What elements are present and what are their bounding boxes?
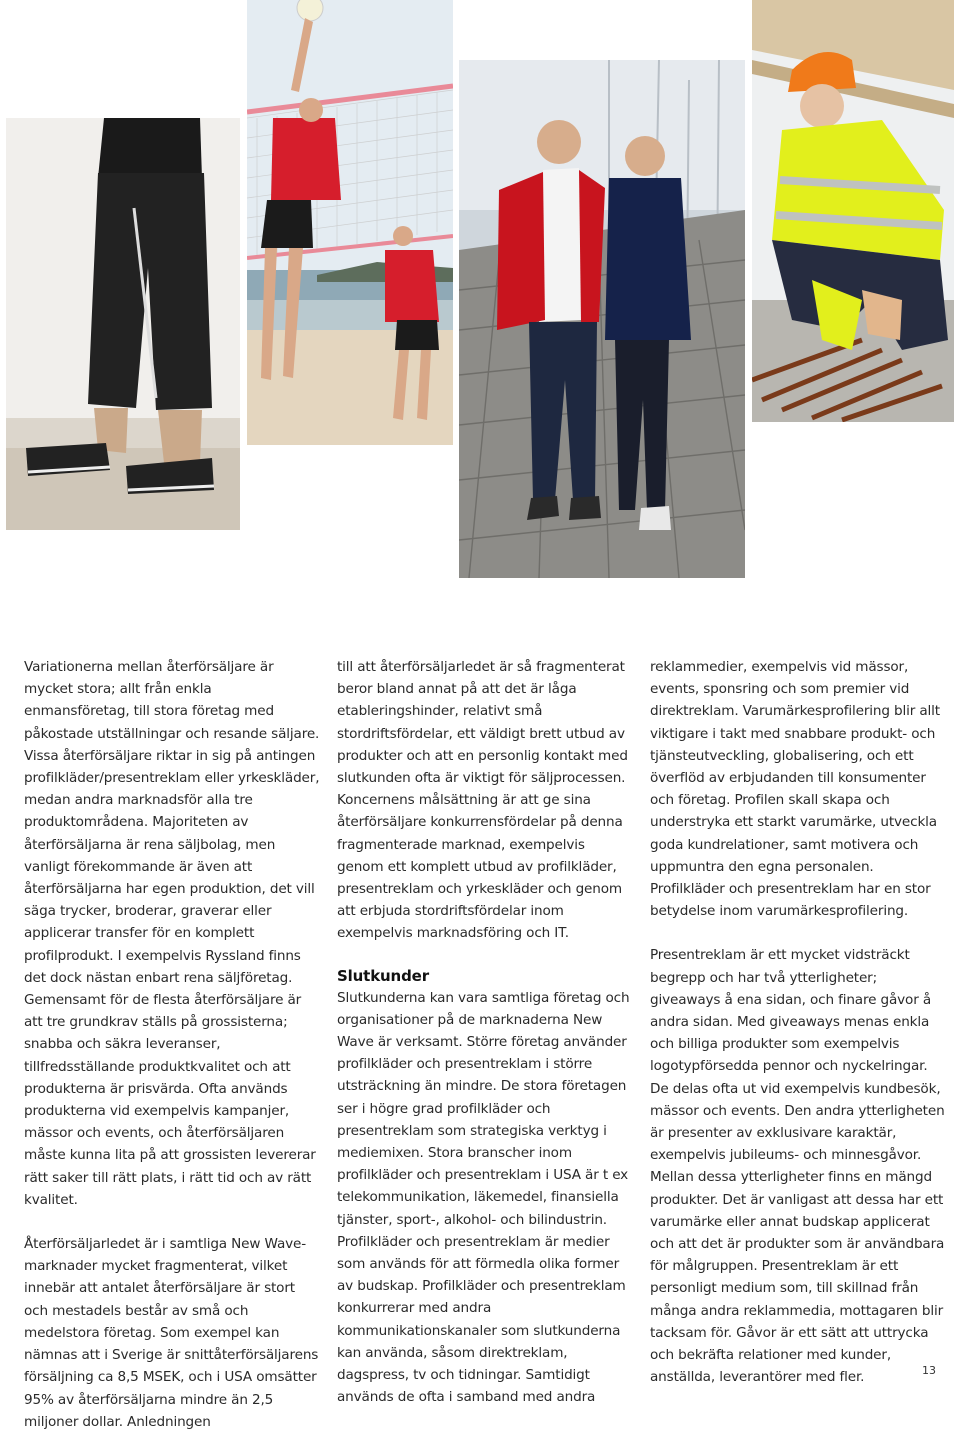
paragraph: reklammedier, exempelvis vid mässor, events, sponsring och som premier vid direktreklam. Varumärkesprofilering blir allt viktigare i takt med snabbare produkt- och tjänsteutveckling, globalisering, och ett överflöd av erbjudanden till konsumenter och företag. Profilen skall skapa och understryka ett starkt varumärke, utveckla goda kundrelationer, samt motivera och uppmuntra den egna personalen. Profilkläder och presentreklam har en stor betydelse inom varumärkesprofilering.	[650, 659, 940, 920]
trousers-photo	[6, 118, 240, 530]
paragraph: till att återförsäljarledet är så fragmenterat beror bland annat på att det är låga etableringshinder, relativt små stordriftsfördelar, ett väldigt brett utbud av produkter och att en personlig kontakt med slutkunden ofta är viktigt för säljprocessen. Koncernens målsättning är att ge sina återförsäljare konkurrensfördelar på denna fragmenterade marknad, exempelvis genom ett komplett utbud av profilkläder, presentreklam och yrkeskläder och genom att erbjuda stordriftsfördelar inom exempelvis marknadsföring och IT.	[337, 659, 628, 942]
beach-volleyball-photo	[247, 0, 453, 445]
page-number: 13	[922, 1364, 936, 1377]
construction-worker-photo	[752, 0, 954, 422]
paragraph: Slutkunderna kan vara samtliga företag och organisationer på de marknaderna New Wave är verksamt. Större företag använder profilkläder och presentreklam i större utsträckning än mindre. De stora företagen ser i högre grad profilkläder och presentreklam som strategiska verktyg i mediemixen. Stora branscher inom profilkläder och presentreklam i USA är t ex telekommunikation, läkemedel, finansiella tjänster, sport-, alkohol- och bilindustrin. Profilkläder och presentreklam är medier som används för att förmedla olika former av budskap. Profilkläder och presentreklam konkurrerar med andra kommunikationskanaler som slutkunderna kan använda, såsom direktreklam, dagspress, tv och tidningar. Samtidigt används de ofta i samband med andra	[337, 989, 630, 1406]
paragraph: Variationerna mellan återförsäljare är mycket stora; allt från enkla enmansföretag, till stora företag med påkostade utställningar och resande säljare. Vissa återförsäljare riktar in sig på antingen profilkläder/presentreklam eller yrkeskläder, medan andra marknadsför alla tre produktområdena. Majoriteten av återförsäljarna är rena säljbolag, men vanligt förekommande är även att återförsäljarna har egen produktion, det vill säga trycker, broderar, graverar eller applicerar transfer för en komplett profilprodukt. I exempelvis Ryssland finns det dock nästan enbart rena säljföretag. Gemensamt för de flesta återförsäljare är att tre grundkrav ställs på grossisterna; snabba och säkra leveranser, tillfredsställande produktkvalitet och att produkterna är prisvärda. Ofta används produkterna vid exempelvis kampanjer, mässor och events, och återförsäljaren måste kunna lita på att grossisten levererar rätt saker till rätt plats, i rätt tid och av rätt kvalitet.	[24, 659, 320, 1208]
section-heading: Slutkunder	[337, 966, 429, 985]
text-column-right	[650, 656, 946, 1389]
text-column-left	[24, 656, 320, 1433]
couple-walking-pier-photo	[459, 60, 745, 578]
paragraph: Presentreklam är ett mycket vidsträckt begrepp och har två ytterligheter; giveaways å ena sidan, och finare gåvor å andra sidan. Med giveaways menas enkla och billiga produkter som exempelvis logotypförsedda pennor och nyckelringar. De delas ofta ut vid exempelvis kundbesök, mässor och events. Den andra ytterligheten är presenter av exklusivare karaktär, exempelvis jubileums- och minnesgåvor. Mellan dessa ytterligheter finns en mängd produkter. Det är vanligast att dessa har ett varumärke eller annat budskap applicerat och att det är produkter som är användbara för målgruppen. Presentreklam är ett personligt medium som, till skillnad från många andra reklammedia, mottagaren blir tacksam för. Gåvor är ett sätt att uttrycka och bekräfta relationer med kunder, anställda, leverantörer med fler.	[650, 947, 945, 1386]
paragraph: Återförsäljarledet är i samtliga New Wave-marknader mycket fragmenterat, vilket innebär att antalet återförsäljare är stort och mestadels består av små och medelstora företag. Som exempel kan nämnas att i Sverige är snittåterförsäljarens försäljning ca 8,5 MSEK, och i USA omsätter 95% av återförsäljarna mindre än 2,5 miljoner dollar. Anledningen	[24, 1236, 319, 1430]
text-column-middle	[337, 656, 633, 1409]
